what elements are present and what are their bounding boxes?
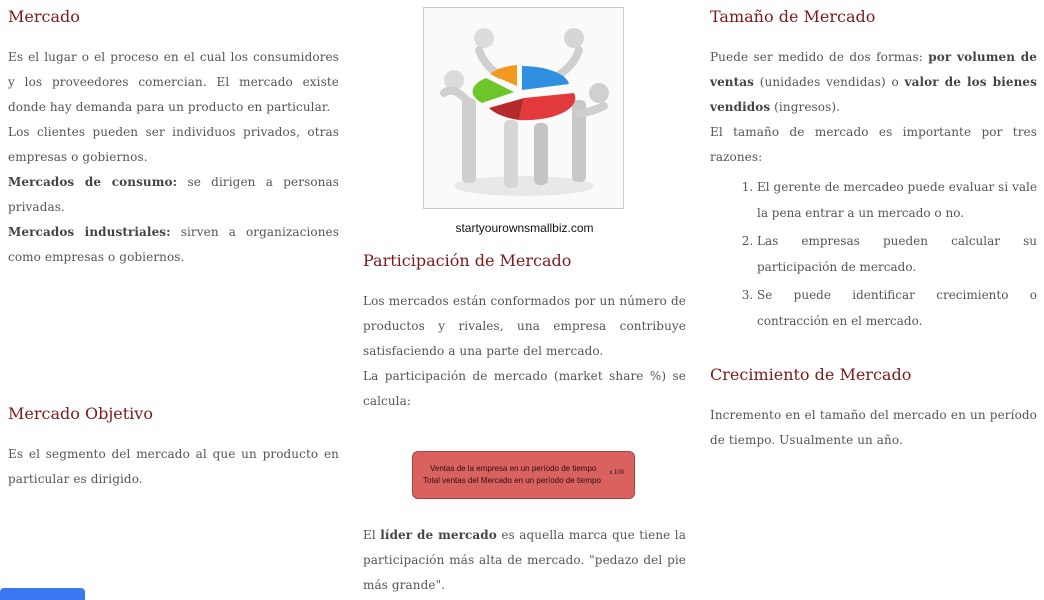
industriales-paragraph [8,220,339,270]
lider-description [363,523,686,598]
formula-multiplier: x 100 [609,470,624,476]
mercado-objetivo-heading: Mercado Objetivo [8,404,153,423]
list-item: 2. Las empresas pueden calcular su participación de mercado. [757,228,1037,280]
valor-bienes-label: valor de los bienes vendidos [710,75,1038,114]
people-around-pie-icon [424,8,623,208]
tamano-description [710,45,1037,170]
tamano-paragraph-2: El tamaño de mercado es importante por tres razones: [710,125,1037,164]
volumen-ventas-label: por volumen de ventas [710,50,1037,89]
lider-prefix: El [363,528,381,542]
mercado-paragraph-1: Es el lugar o el proceso en el cual los consumidores y los proveedores comercian. El mercado existe donde hay demanda para un producto en particular. [8,50,339,114]
mercado-heading: Mercado [8,7,80,26]
participacion-heading: Participación de Mercado [363,251,572,270]
mercado-objetivo-description [8,442,339,492]
crecimiento-paragraph: Incremento en el tamaño del mercado en un período de tiempo. Usualmente un año. [710,408,1037,447]
formula-numerator: Ventas de la empresa en un período de tiempo [430,464,597,473]
image-caption: startyourownsmallbiz.com [455,221,594,235]
industriales-label: Mercados industriales: [8,225,171,239]
tamano-paragraph-1 [710,45,1037,120]
lider-label: líder de mercado [380,528,497,542]
participacion-paragraph-2: La participación de mercado (market share %) se calcula: [363,369,686,408]
lider-text: es aquella marca que tiene la participación más alta de mercado. "pedazo del pie más grande". [363,528,686,592]
crecimiento-heading: Crecimiento de Mercado [710,365,912,384]
objetivo-paragraph: Es el segmento del mercado al que un producto en particular es dirigido. [8,447,339,486]
market-share-formula [412,451,635,499]
formula-denominator: Total ventas del Mercado en un período de tiempo [423,476,601,485]
participacion-paragraph-1: Los mercados están conformados por un número de productos y rivales, una empresa contribuye satisfaciendo a una parte del mercado. [363,294,686,358]
industriales-text: sirven a organizaciones como empresas o gobiernos. [8,225,339,264]
list-item: 3. Se puede identificar crecimiento o contracción en el mercado. [757,282,1037,334]
reasons-list [710,174,1037,336]
lider-paragraph [363,523,686,598]
consumo-label: Mercados de consumo: [8,175,178,189]
tamano-text-c: (unidades vendidas) o [754,75,905,89]
consumo-paragraph [8,170,339,220]
tamano-text-a: Puede ser medido de dos formas: [710,50,929,64]
consumo-text: se dirigen a personas privadas. [8,175,340,214]
tamano-text-e: (ingresos). [770,100,841,114]
crecimiento-description [710,403,1037,453]
participacion-description [363,289,686,414]
mercado-description [8,45,339,270]
market-pie-illustration [423,7,624,209]
floating-blue-button[interactable] [0,588,85,600]
mercado-paragraph-2: Los clientes pueden ser individuos privados, otras empresas o gobiernos. [8,125,339,164]
tamano-heading: Tamaño de Mercado [710,7,876,26]
list-item: 1. El gerente de mercadeo puede evaluar si vale la pena entrar a un mercado o no. [757,174,1037,226]
